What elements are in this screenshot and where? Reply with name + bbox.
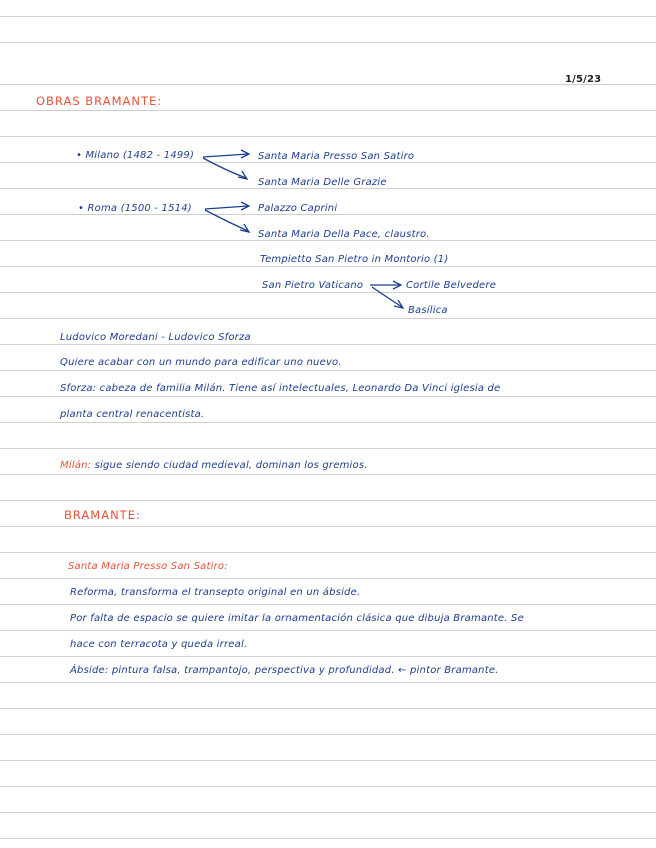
note-line: Quiere acabar con un mundo para edificar uno nuevo. bbox=[60, 357, 342, 368]
note-line: planta central renacentista. bbox=[60, 409, 205, 420]
milan-note-label: Milán: bbox=[60, 460, 92, 471]
paragraph-line: Reforma, transforma el transepto original en un ábside. bbox=[70, 587, 361, 598]
note-line: Sforza: cabeza de familia Milán. Tiene así intelectuales, Leonardo Da Vinci iglesia de bbox=[60, 383, 501, 394]
note-date: 1/5/23 bbox=[565, 74, 602, 85]
page-title: OBRAS BRAMANTE: bbox=[36, 94, 163, 108]
paragraph-line: hace con terracota y queda irreal. bbox=[70, 639, 248, 650]
arrowhead bbox=[241, 202, 249, 210]
milan-note-text: sigue siendo ciudad medieval, dominan los gremios. bbox=[94, 460, 368, 471]
arrow-line bbox=[205, 210, 248, 231]
arrowhead bbox=[238, 171, 247, 179]
roma-item: Santa Maria Della Pace, claustro. bbox=[258, 229, 430, 240]
milan-branch-label: • Milano (1482 - 1499) bbox=[76, 150, 195, 161]
arrowhead bbox=[393, 281, 401, 289]
milan-item: Santa Maria Presso San Satiro bbox=[258, 151, 415, 162]
arrow-line bbox=[205, 206, 248, 209]
paragraph-line: Por falta de espacio se quiere imitar la ornamentación clásica que dibuja Bramante. Se bbox=[70, 613, 524, 624]
arrowhead bbox=[240, 224, 249, 232]
arrow-line bbox=[203, 158, 246, 178]
final-note bbox=[70, 664, 499, 678]
roma-item: Palazzo Caprini bbox=[258, 203, 338, 214]
arrowhead bbox=[241, 150, 249, 158]
section-title: BRAMANTE: bbox=[64, 508, 141, 522]
final-note-arrow-text: ← pintor Bramante. bbox=[398, 665, 499, 676]
san-pietro-label: San Pietro Vaticano bbox=[262, 280, 364, 291]
subtitle: Santa Maria Presso San Satiro: bbox=[68, 561, 228, 572]
final-note-label: Ábside: bbox=[70, 665, 109, 676]
arrow-line bbox=[203, 154, 248, 157]
roma-branch-label: • Roma (1500 - 1514) bbox=[78, 203, 192, 214]
san-pietro-item: Basílica bbox=[408, 305, 448, 316]
arrowhead bbox=[394, 300, 403, 308]
milan-note bbox=[60, 459, 368, 473]
milan-item: Santa Maria Delle Grazie bbox=[258, 177, 387, 188]
arrow-line bbox=[372, 287, 402, 307]
san-pietro-item: Cortile Belvedere bbox=[406, 280, 497, 291]
final-note-text: pintura falsa, trampantojo, perspectiva y profundidad. bbox=[111, 665, 395, 676]
note-line: Ludovico Moredani - Ludovico Sforza bbox=[60, 332, 251, 343]
roma-item: Tempietto San Pietro in Montorio (1) bbox=[260, 254, 449, 265]
